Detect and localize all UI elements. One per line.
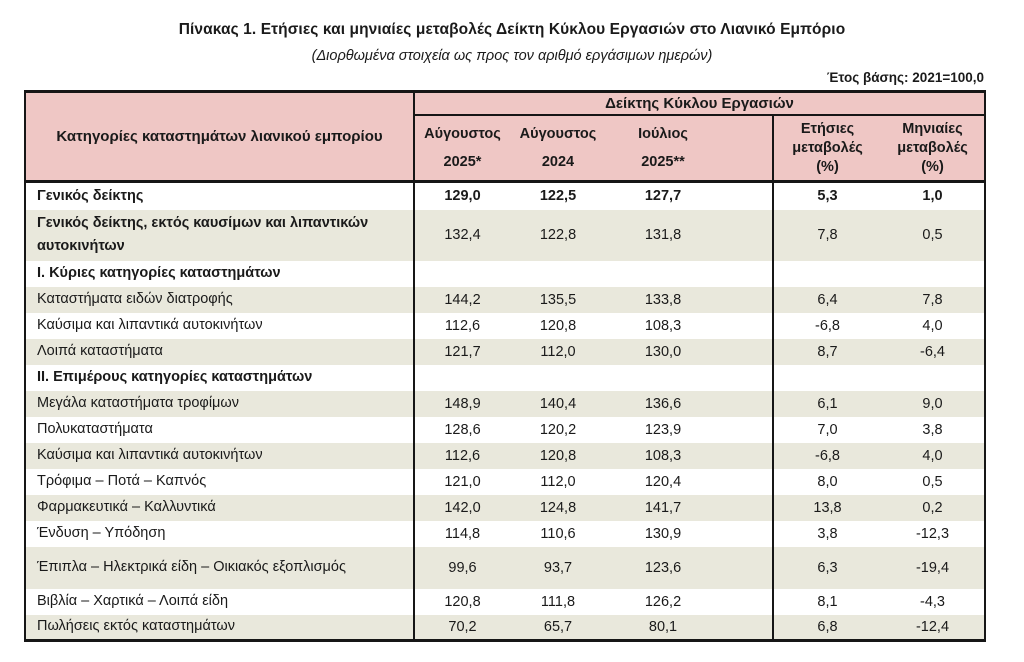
category-cell: Βιβλία – Χαρτικά – Λοιπά είδη (25, 589, 414, 615)
value-cell (881, 365, 985, 391)
column-group-header: Δείκτης Κύκλου Εργασιών (414, 92, 985, 116)
value-cell: 1,0 (922, 188, 943, 205)
column-header-jul2025: Ιούλιος 2025** (606, 115, 773, 182)
value-cell: 122,8 (539, 227, 577, 243)
category-cell: Έπιπλα – Ηλεκτρικά είδη – Οικιακός εξοπλισμός (25, 547, 414, 589)
value-cell: 120,8 (444, 593, 481, 610)
value-cell (773, 261, 881, 287)
value-cell: 4,0 (922, 447, 943, 464)
value-cell: 129,0 (444, 188, 481, 205)
value-cell: 133,8 (606, 287, 773, 313)
section-row (25, 261, 985, 287)
value-cell: 8,1 (817, 593, 838, 610)
value-cell: 3,8 (817, 525, 838, 542)
value-cell: 121,0 (444, 473, 481, 490)
value-cell: 9,0 (922, 395, 943, 412)
table-row (25, 313, 985, 339)
value-cell: 0,2 (922, 499, 943, 516)
value-cell: 80,1 (606, 615, 773, 641)
value-cell: 114,8 (444, 525, 481, 542)
value-cell: 126,2 (606, 589, 773, 615)
table-row (25, 339, 985, 365)
column-header-aug2025: Αύγουστος 2025* (414, 115, 510, 182)
category-cell: Πολυκαταστήματα (25, 417, 414, 443)
column-header-categories: Κατηγορίες καταστημάτων λιανικού εμπορίου (25, 92, 414, 182)
value-cell: 136,6 (606, 391, 773, 417)
value-cell: 112,0 (540, 343, 576, 360)
column-header-aug2024: Αύγουστος 2024 (510, 115, 606, 182)
value-cell: 6,3 (817, 559, 838, 576)
value-cell: 142,0 (444, 499, 481, 516)
value-cell: 70,2 (448, 618, 477, 635)
value-cell: 0,5 (922, 473, 943, 490)
value-cell: 120,8 (539, 317, 577, 334)
category-cell: Γενικός δείκτης, εκτός καυσίμων και λιπαντικών αυτοκινήτων (25, 210, 414, 261)
table-row (25, 547, 985, 589)
category-cell: Ένδυση – Υπόδηση (25, 521, 414, 547)
table-row (25, 469, 985, 495)
column-header-annual-change: Ετήσιες μεταβολές (%) (773, 115, 881, 182)
value-cell: 13,8 (813, 499, 842, 516)
value-cell: 120,4 (606, 469, 773, 495)
table-row (25, 210, 985, 261)
value-cell: -6,8 (815, 447, 840, 464)
value-cell: 123,9 (606, 417, 773, 443)
value-cell: 141,7 (606, 495, 773, 521)
table-row (25, 615, 985, 641)
base-year-note: Έτος βάσης: 2021=100,0 (826, 70, 984, 85)
category-cell: Καύσιμα και λιπαντικά αυτοκινήτων (25, 313, 414, 339)
value-cell: 112,6 (444, 447, 481, 464)
value-cell: 108,3 (606, 313, 773, 339)
value-cell: 4,0 (922, 317, 943, 334)
value-cell: 65,7 (543, 618, 573, 635)
turnover-index-table (24, 90, 986, 642)
value-cell (414, 365, 510, 391)
value-cell (606, 365, 773, 391)
table-row (25, 182, 985, 210)
value-cell: 112,6 (444, 317, 481, 334)
value-cell (881, 261, 985, 287)
table-row (25, 391, 985, 417)
value-cell: 130,0 (606, 339, 773, 365)
value-cell: -6,8 (815, 317, 840, 334)
value-cell: 7,8 (922, 291, 943, 308)
value-cell: 108,3 (606, 443, 773, 469)
value-cell (606, 261, 773, 287)
value-cell: 6,8 (817, 618, 838, 635)
value-cell: 144,2 (444, 291, 481, 308)
category-cell: Γενικός δείκτης (25, 182, 414, 210)
table-row (25, 589, 985, 615)
value-cell: 93,7 (543, 559, 573, 576)
section-header-cell: ΙΙ. Επιμέρους κατηγορίες καταστημάτων (25, 365, 414, 391)
value-cell: -19,4 (915, 559, 950, 576)
section-row (25, 365, 985, 391)
value-cell: 6,4 (817, 291, 838, 308)
value-cell: -12,4 (915, 618, 950, 635)
value-cell: 7,0 (817, 421, 838, 438)
category-cell: Καύσιμα και λιπαντικά αυτοκινήτων (25, 443, 414, 469)
table-row (25, 287, 985, 313)
value-cell: 122,5 (539, 188, 577, 205)
value-cell: 110,6 (540, 525, 576, 542)
value-cell (773, 365, 881, 391)
value-cell: 132,4 (444, 227, 481, 243)
value-cell: 127,7 (606, 182, 773, 210)
value-cell: 130,9 (606, 521, 773, 547)
value-cell: 121,7 (444, 343, 481, 360)
value-cell: -6,4 (920, 343, 945, 360)
category-cell: Τρόφιμα – Ποτά – Καπνός (25, 469, 414, 495)
section-header-cell: Ι. Κύριες κατηγορίες καταστημάτων (25, 261, 414, 287)
value-cell: 148,9 (444, 395, 481, 412)
value-cell: 8,7 (817, 343, 838, 360)
value-cell: -12,3 (915, 525, 950, 542)
value-cell: 140,4 (539, 395, 577, 412)
column-header-monthly-change: Μηνιαίες μεταβολές (%) (881, 115, 985, 182)
value-cell: 7,8 (817, 227, 838, 243)
page-subtitle: (Διορθωμένα στοιχεία ως προς τον αριθμό εργάσιμων ημερών) (311, 48, 713, 64)
header-group-row (25, 92, 985, 116)
value-cell: 120,8 (539, 447, 577, 464)
value-cell: 0,5 (922, 227, 943, 243)
value-cell: 3,8 (922, 421, 943, 438)
table-row (25, 417, 985, 443)
category-cell: Φαρμακευτικά – Καλλυντικά (25, 495, 414, 521)
value-cell: 112,0 (540, 473, 576, 490)
value-cell: 123,6 (606, 547, 773, 589)
category-cell: Πωλήσεις εκτός καταστημάτων (25, 615, 414, 641)
value-cell (510, 365, 606, 391)
value-cell: 120,2 (539, 421, 577, 438)
value-cell: 99,6 (448, 559, 477, 576)
table-row (25, 495, 985, 521)
page-title: Πίνακας 1. Ετήσιες και μηνιαίες μεταβολές Δείκτη Κύκλου Εργασιών στο Λιανικό Εμπόριο (178, 21, 846, 38)
value-cell: 128,6 (444, 421, 481, 438)
value-cell: 131,8 (606, 210, 773, 261)
table-header (25, 92, 985, 182)
value-cell: 5,3 (817, 188, 838, 205)
category-cell: Μεγάλα καταστήματα τροφίμων (25, 391, 414, 417)
category-cell: Καταστήματα ειδών διατροφής (25, 287, 414, 313)
table-row (25, 443, 985, 469)
value-cell: 124,8 (539, 499, 577, 516)
value-cell: 8,0 (817, 473, 838, 490)
category-cell: Λοιπά καταστήματα (25, 339, 414, 365)
value-cell (414, 261, 510, 287)
table-body (25, 182, 985, 641)
value-cell: 6,1 (817, 395, 838, 412)
value-cell: -4,3 (920, 593, 945, 610)
table-row (25, 521, 985, 547)
value-cell: 111,8 (540, 593, 576, 610)
value-cell (510, 261, 606, 287)
value-cell: 135,5 (539, 291, 577, 308)
